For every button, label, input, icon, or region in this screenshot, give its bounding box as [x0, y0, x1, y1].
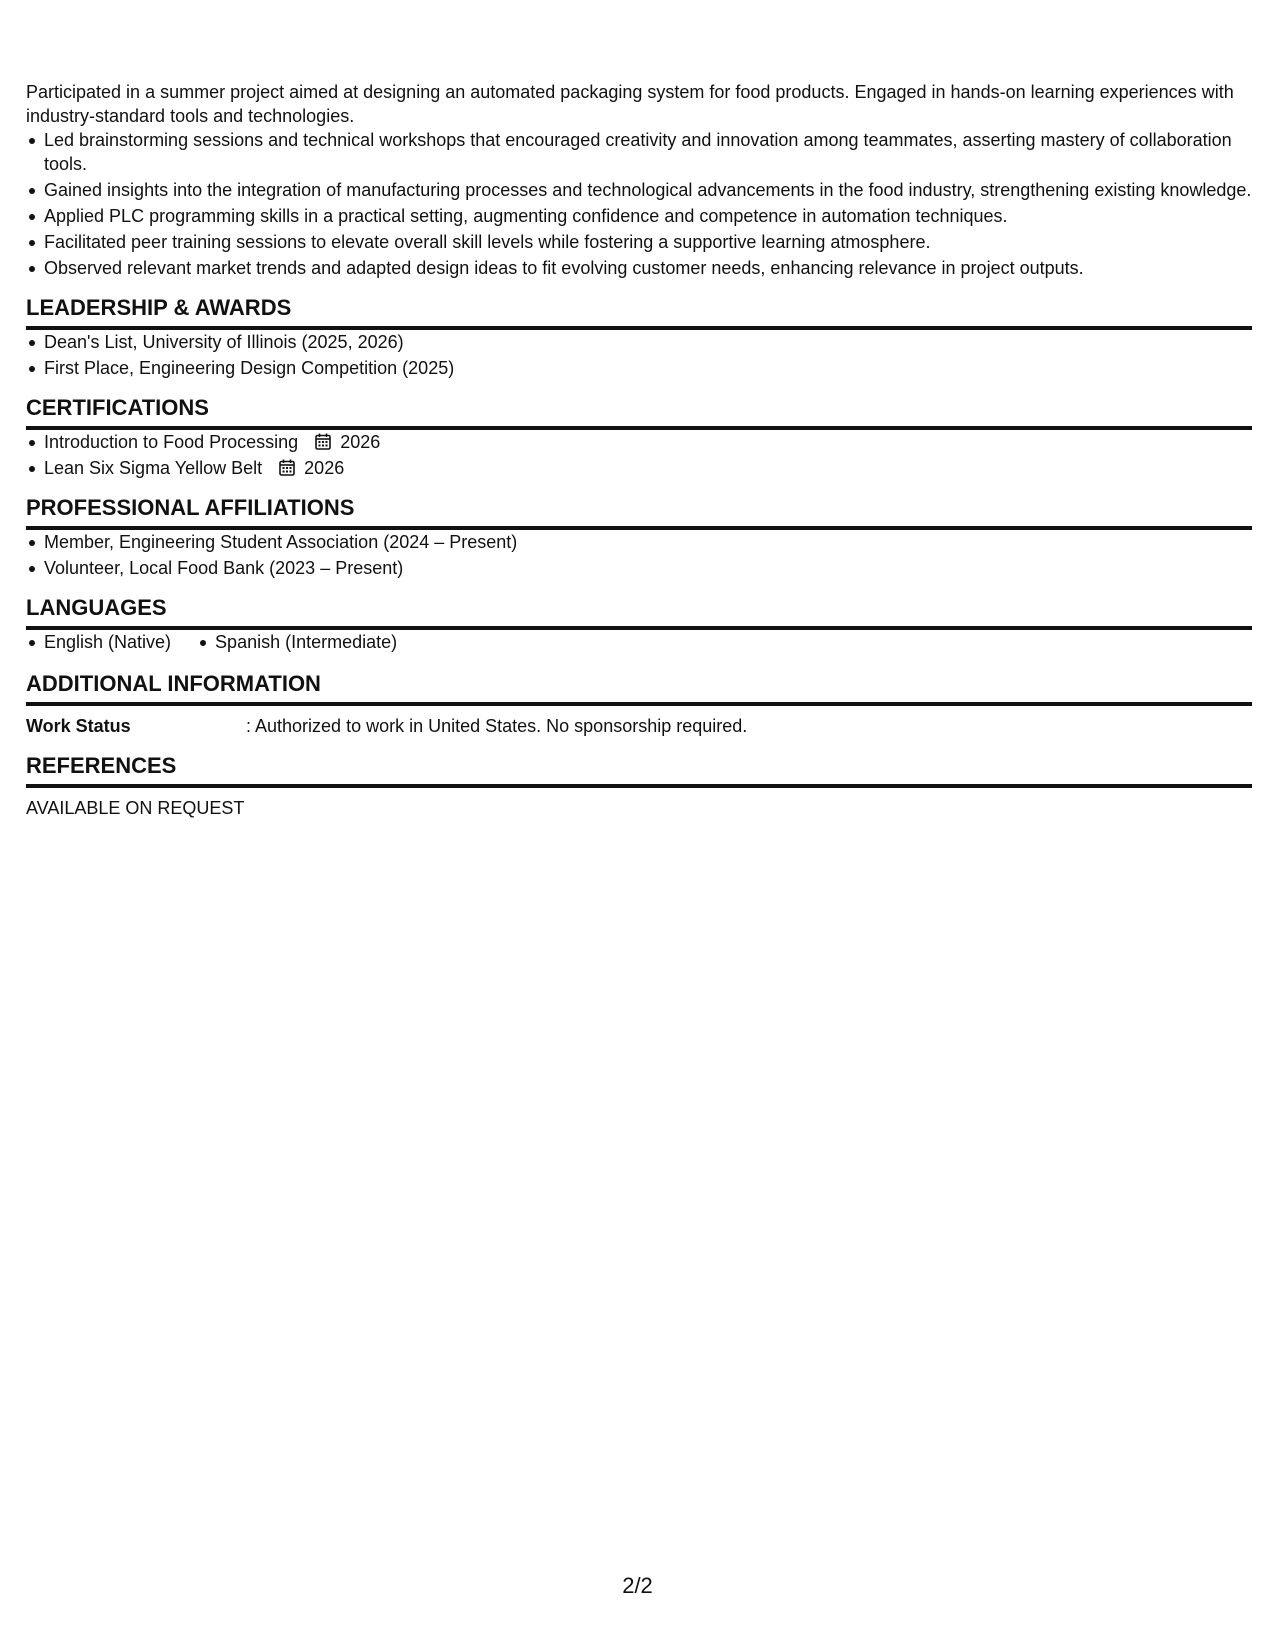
list-item: [44, 430, 1252, 454]
list-item: Observed relevant market trends and adapted design ideas to fit evolving customer needs, enhancing relevance in project outputs.: [44, 256, 1252, 280]
section-title: ADDITIONAL INFORMATION: [26, 670, 1252, 706]
section-title: CERTIFICATIONS: [26, 394, 1252, 430]
section-additional-information: [26, 670, 1252, 738]
resume-page: [26, 80, 1252, 820]
work-status-value: : Authorized to work in United States. No sponsorship required.: [246, 716, 748, 736]
calendar-icon: [279, 458, 295, 475]
section-leadership: [26, 294, 1252, 380]
section-certifications: [26, 394, 1252, 480]
certification-year: 2026: [304, 458, 345, 478]
section-affiliations: [26, 494, 1252, 580]
section-title: LANGUAGES: [26, 594, 1252, 630]
list-item: Gained insights into the integration of manufacturing processes and technological advancements in the food industry, strengthening existing knowledge.: [44, 180, 1252, 200]
section-languages: [26, 594, 1252, 656]
page-number: 2/2: [622, 1573, 653, 1598]
list-item: Led brainstorming sessions and technical workshops that encouraged creativity and innovation among teammates, asserting mastery of collaboration tools.: [44, 128, 1252, 176]
work-status-label: Work Status: [26, 716, 131, 736]
section-references: [26, 752, 1252, 820]
list-item: First Place, Engineering Design Competition (2025): [44, 356, 1252, 380]
list-item: Applied PLC programming skills in a practical setting, augmenting confidence and competence in automation techniques.: [44, 204, 1252, 228]
calendar-icon: [315, 432, 331, 449]
leadership-list: [26, 330, 1252, 380]
intro-bullet-list: [26, 128, 1252, 280]
section-title: LEADERSHIP & AWARDS: [26, 294, 1252, 330]
work-status-row: [26, 714, 1252, 738]
certification-name: Lean Six Sigma Yellow Belt: [44, 458, 263, 478]
list-item: English (Native): [44, 632, 172, 652]
list-item: Spanish (Intermediate): [215, 632, 398, 652]
section-title: PROFESSIONAL AFFILIATIONS: [26, 494, 1252, 530]
languages-list: [26, 630, 1252, 656]
list-item: Facilitated peer training sessions to elevate overall skill levels while fostering a supportive learning atmosphere.: [44, 230, 1252, 254]
list-item: Dean's List, University of Illinois (2025, 2026): [44, 330, 1252, 354]
list-item: [44, 456, 1252, 480]
affiliations-list: [26, 530, 1252, 580]
intro-paragraph: Participated in a summer project aimed at designing an automated packaging system for food products. Engaged in hands-on learning experiences with industry-standard tools and technologies.: [26, 82, 1234, 126]
section-title: REFERENCES: [26, 752, 1252, 788]
certification-name: Introduction to Food Processing: [44, 432, 299, 452]
list-item: Member, Engineering Student Association (2024 – Present): [44, 530, 1252, 554]
list-item: Volunteer, Local Food Bank (2023 – Present): [44, 556, 1252, 580]
certification-year: 2026: [340, 432, 381, 452]
references-text: AVAILABLE ON REQUEST: [26, 798, 245, 818]
certifications-list: [26, 430, 1252, 480]
